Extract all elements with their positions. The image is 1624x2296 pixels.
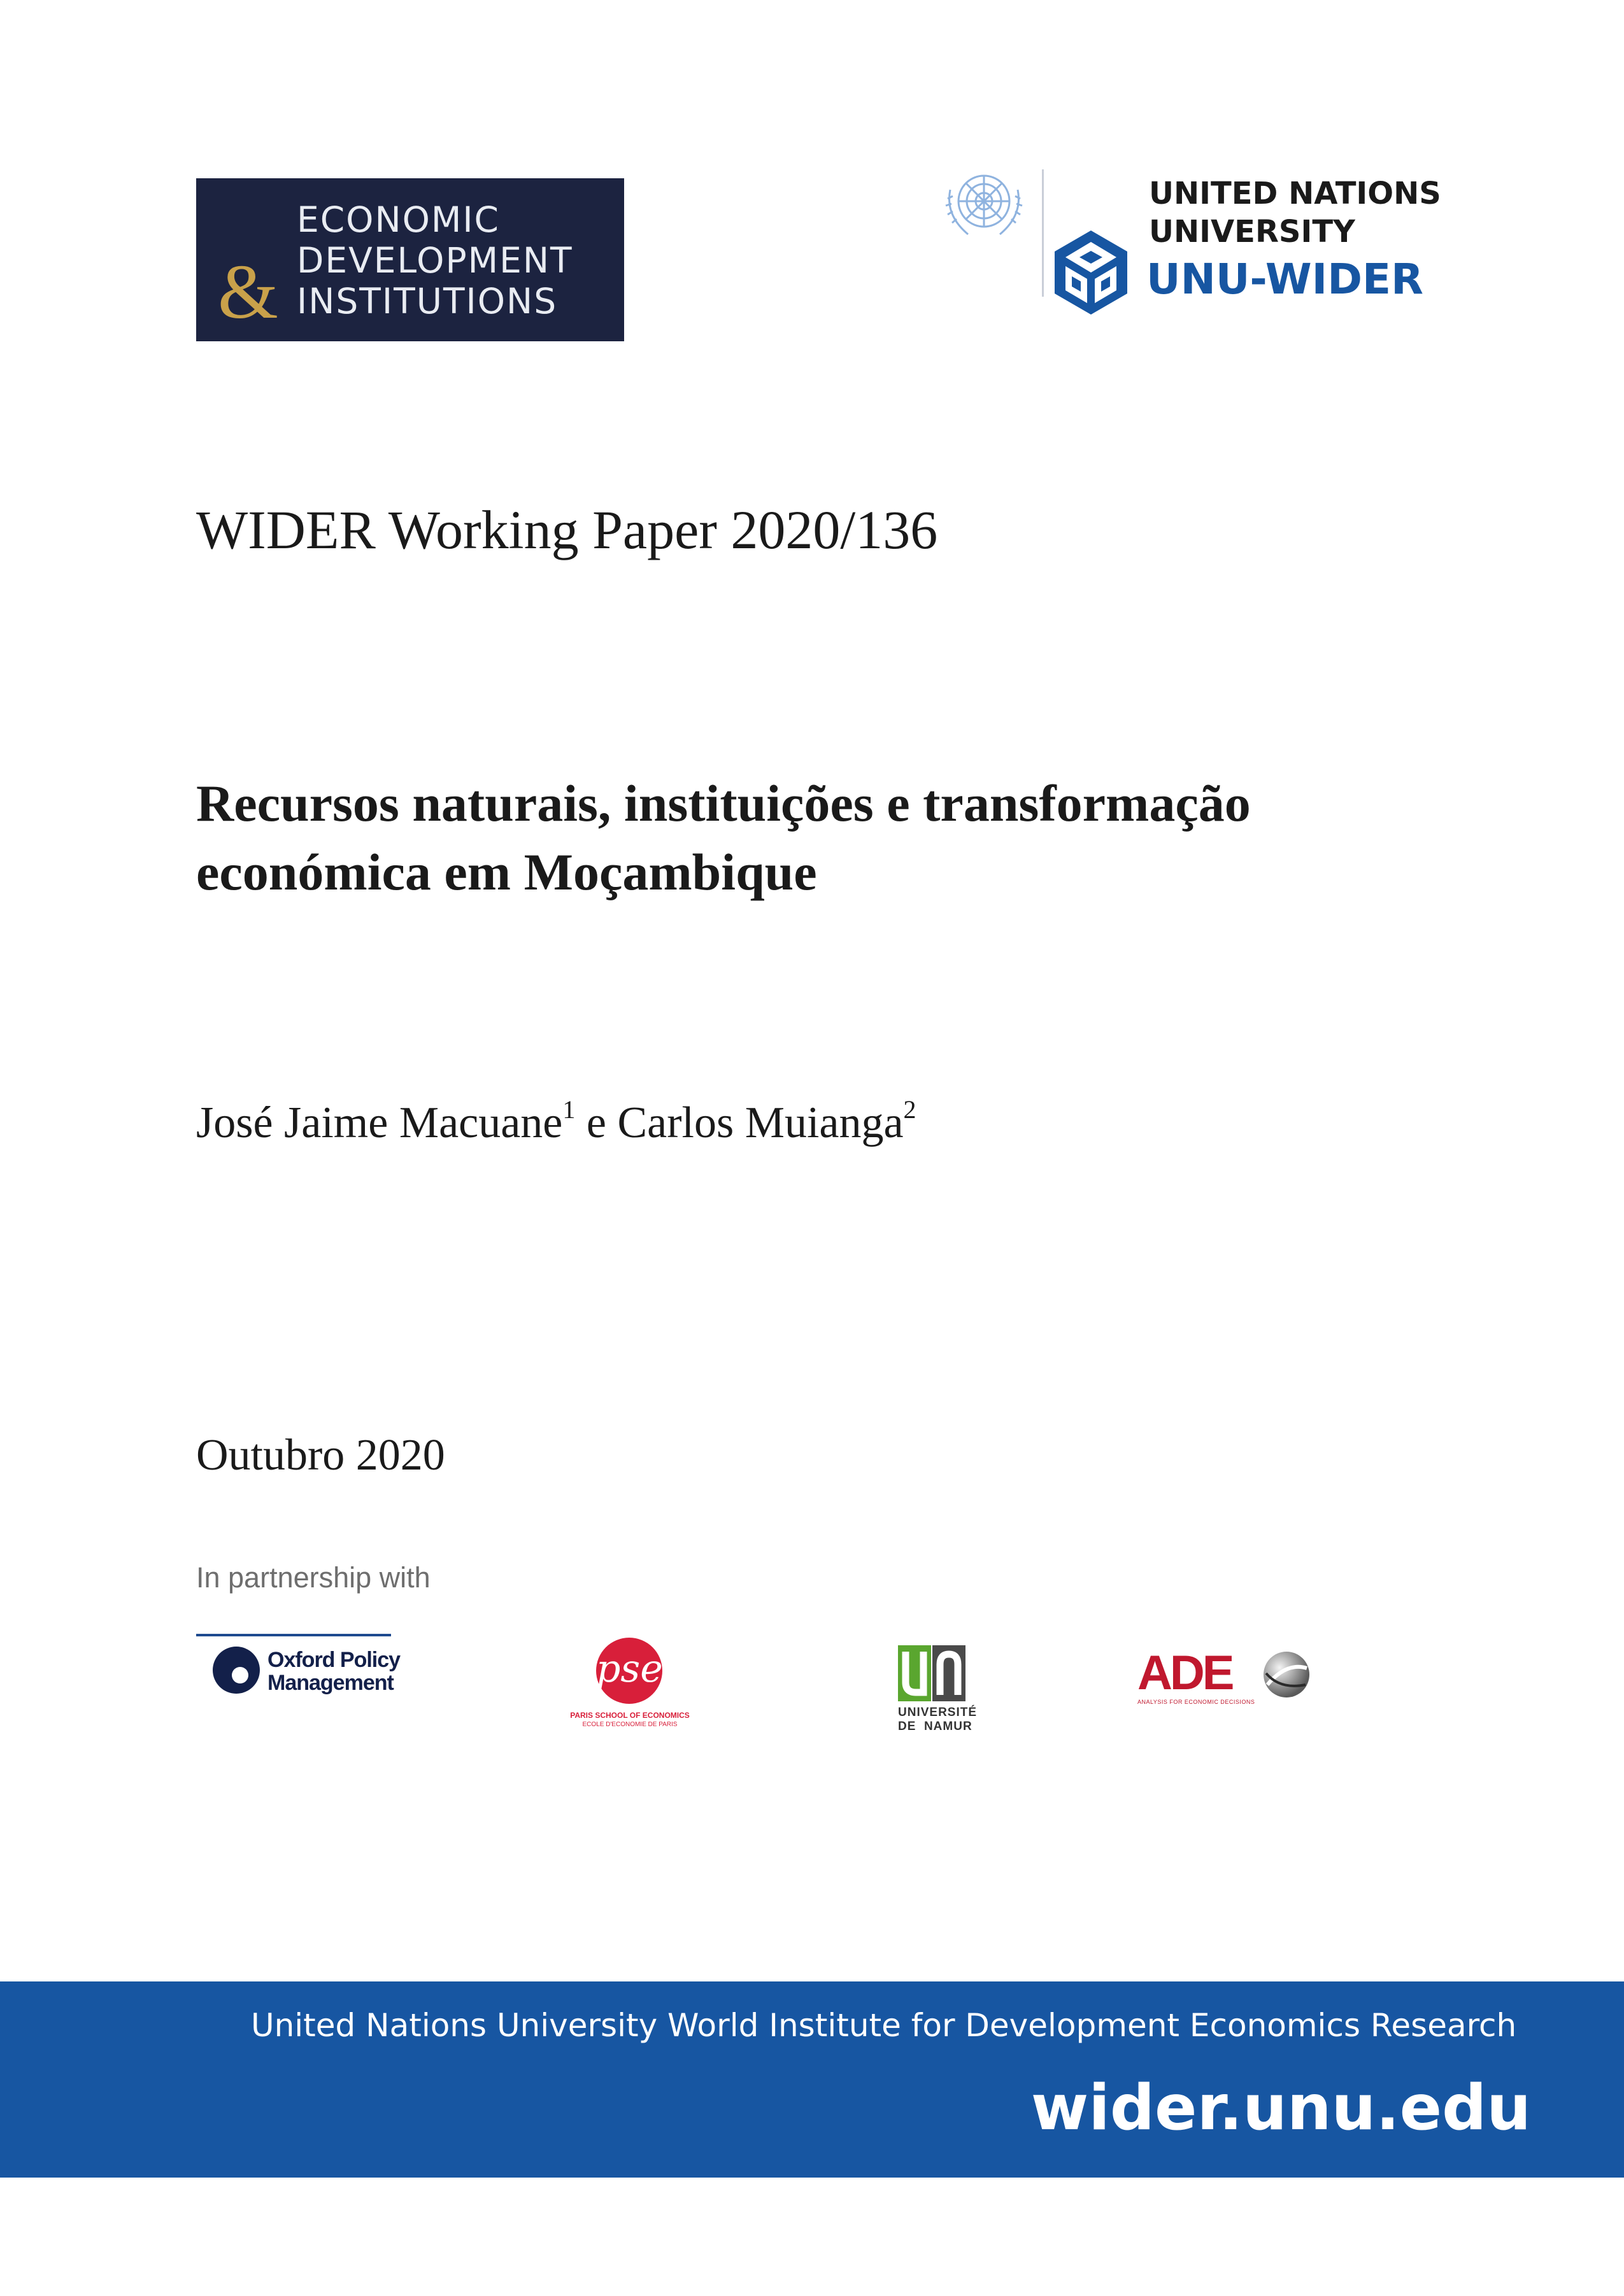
namur-mark-icon (898, 1645, 965, 1701)
author-footnote-marker: 1 (562, 1095, 576, 1124)
unu-wider-mark-icon (1052, 228, 1130, 317)
footer-institute-name: United Nations University World Institute for Development Economics Research (251, 2007, 1517, 2044)
universite-de-namur-logo (892, 1645, 987, 1734)
oxford-policy-management-logo (210, 1640, 414, 1710)
partnership-rule (196, 1634, 391, 1636)
namur-logo-line2: DE NAMUR (898, 1720, 972, 1733)
footer-website-link[interactable]: wider.unu.edu (1030, 2072, 1531, 2144)
publication-date: Outubro 2020 (196, 1431, 445, 1480)
edi-ampersand: & (218, 249, 278, 335)
author-name: Carlos Muianga (617, 1098, 904, 1147)
unu-logo-line2: UNIVERSITY (1149, 214, 1355, 250)
paris-school-of-economics-logo (563, 1638, 697, 1733)
pse-mark-icon: pse (596, 1638, 662, 1704)
ade-logo (1137, 1646, 1316, 1713)
unu-logo-line3: UNU-WIDER (1146, 255, 1423, 304)
edi-logo-line-development: DEVELOPMENT (297, 240, 573, 281)
unu-logo-divider (1042, 169, 1044, 297)
namur-logo-line1: UNIVERSITÉ (898, 1706, 978, 1719)
edi-logo-line-institutions: INSTITUTIONS (297, 281, 558, 322)
opm-logo-line1: Oxford Policy (267, 1648, 401, 1672)
author-connector: e (575, 1098, 618, 1147)
series-title: WIDER Working Paper 2020/136 (196, 499, 938, 560)
opm-circle-icon (213, 1647, 260, 1694)
author-footnote-marker: 2 (903, 1095, 916, 1124)
pse-logo-line1: PARIS SCHOOL OF ECONOMICS (570, 1711, 690, 1720)
ade-logo-name: ADE (1137, 1646, 1232, 1700)
ade-logo-tagline: ANALYSIS FOR ECONOMIC DECISIONS (1137, 1699, 1255, 1705)
opm-logo-line2: Management (267, 1671, 394, 1695)
paper-title: Recursos naturais, instituições e transformação económica em Moçambique (196, 774, 1251, 901)
ade-sphere-icon (1261, 1649, 1312, 1700)
un-emblem-icon (936, 164, 1032, 247)
partnership-label: In partnership with (196, 1561, 431, 1594)
edi-logo-line-economic: ECONOMIC (297, 199, 500, 240)
author-name: José Jaime Macuane (196, 1098, 563, 1147)
footer-band (0, 1981, 1624, 2178)
edi-logo (196, 178, 624, 341)
unu-logo-line1: UNITED NATIONS (1149, 176, 1441, 211)
author-list (196, 1095, 916, 1149)
pse-logo-line2: ECOLE D'ECONOMIE DE PARIS (582, 1721, 678, 1728)
